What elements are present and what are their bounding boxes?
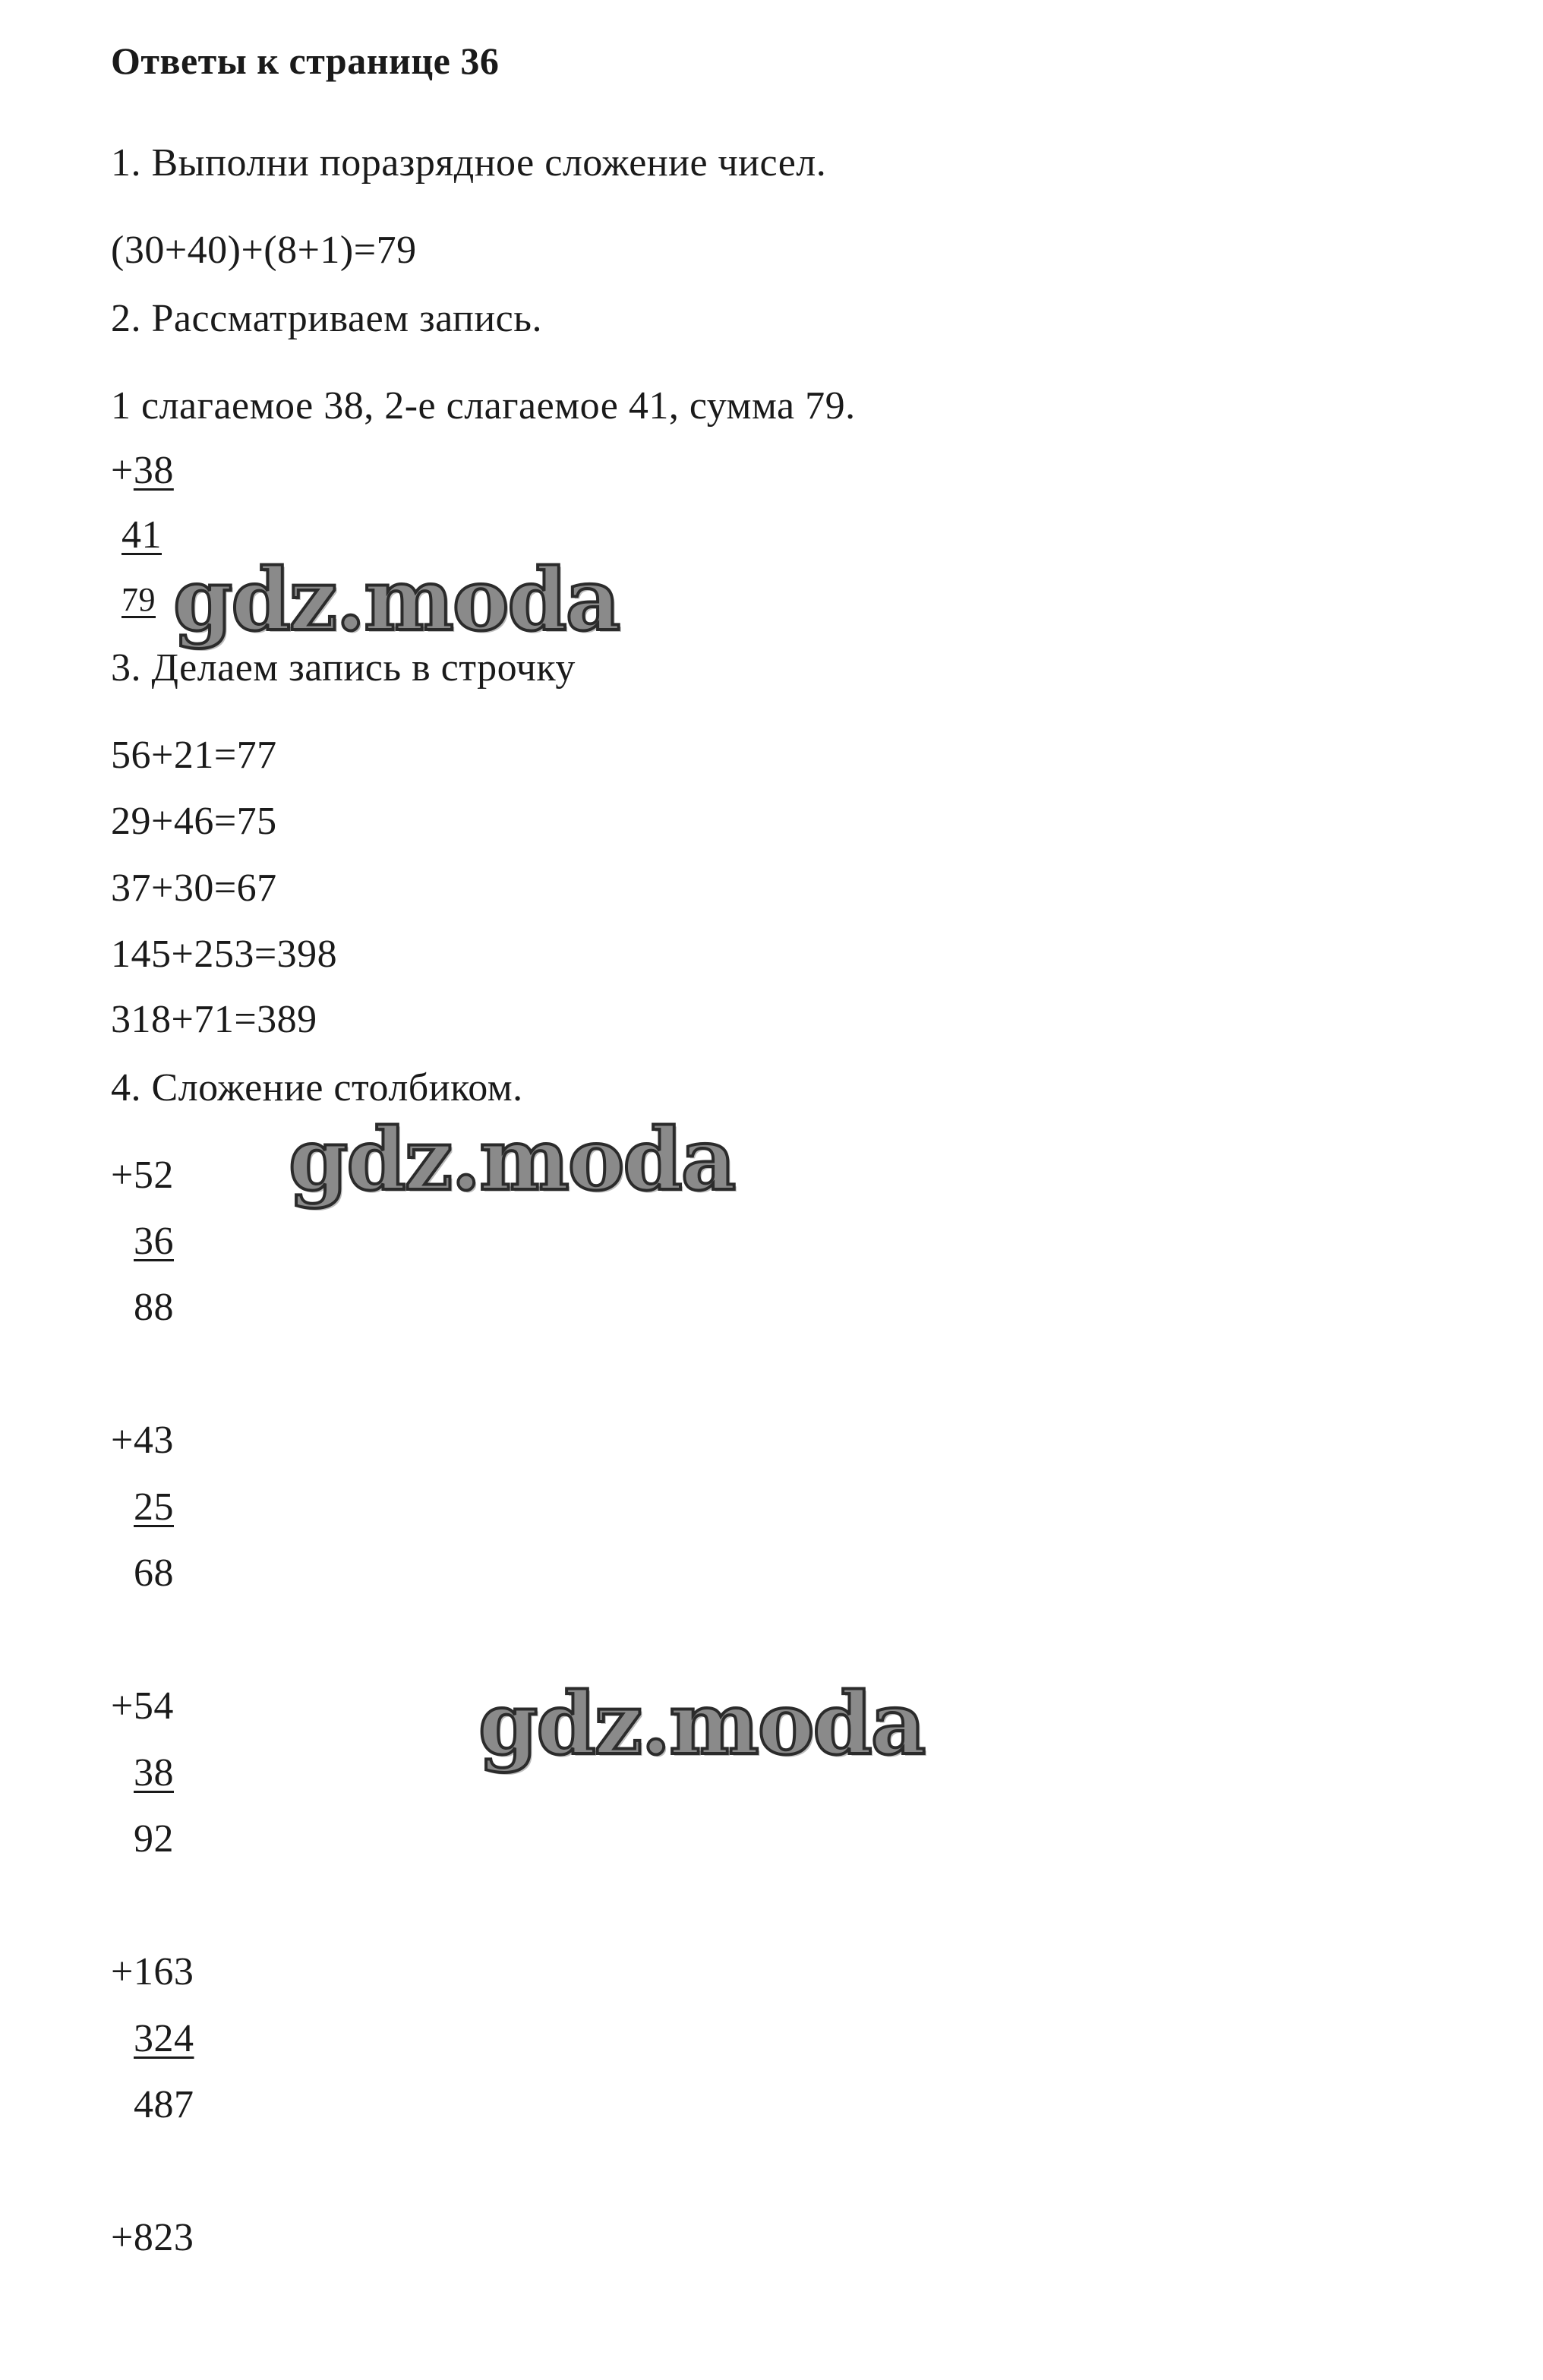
task4-col3-addend1: +54 [111,1684,174,1728]
task4-col1-sum: 88 [134,1286,174,1329]
addend-1: 38 [133,449,174,492]
task3-heading: 3. Делаем запись в строчку [111,646,576,690]
addend-2: 41 [121,513,162,557]
task4-col1-addend2 [111,1219,174,1264]
addend-2: 324 [134,2017,194,2060]
task4-col5-addend1: +823 [111,2216,194,2259]
sum: 79 [121,581,156,618]
task2-heading: 2. Рассматриваем запись. [111,297,542,340]
plus-sign: + [111,449,134,492]
watermark-3: gdz.moda [478,1675,925,1774]
task4-heading: 4. Сложение столбиком. [111,1066,523,1110]
task4-col1-addend1: +52 [111,1154,174,1197]
watermark-1: gdz.moda [173,551,620,650]
task3-row-1: 56+21=77 [111,734,277,777]
task2-text: 1 слагаемое 38, 2-е слагаемое 41, сумма 79. [111,384,856,428]
task2-column-sum [111,577,156,623]
task3-row-2: 29+46=75 [111,800,277,843]
watermark-2: gdz.moda [289,1110,735,1210]
task2-column-addend2 [111,513,162,558]
task4-col4-addend1: +163 [111,1950,194,1993]
task4-col4-addend2 [111,2016,194,2062]
task4-col4-sum: 487 [134,2083,194,2126]
page-title: Ответы к странице 36 [111,39,500,82]
task4-col3-sum: 92 [134,1817,174,1861]
addend-2: 36 [134,1220,174,1263]
addend-2: 25 [134,1485,174,1529]
task2-column-addend1 [111,448,174,494]
task3-row-4: 145+253=398 [111,933,338,976]
task1-heading: 1. Выполни поразрядное сложение чисел. [111,141,827,185]
task4-col2-addend2 [111,1485,174,1530]
task4-col3-addend2 [111,1750,174,1796]
task4-col2-addend1: +43 [111,1419,174,1462]
task3-row-3: 37+30=67 [111,866,277,910]
task4-col2-sum: 68 [134,1551,174,1595]
addend-2: 38 [134,1751,174,1794]
task3-row-5: 318+71=389 [111,998,317,1041]
task1-expression: (30+40)+(8+1)=79 [111,229,417,272]
